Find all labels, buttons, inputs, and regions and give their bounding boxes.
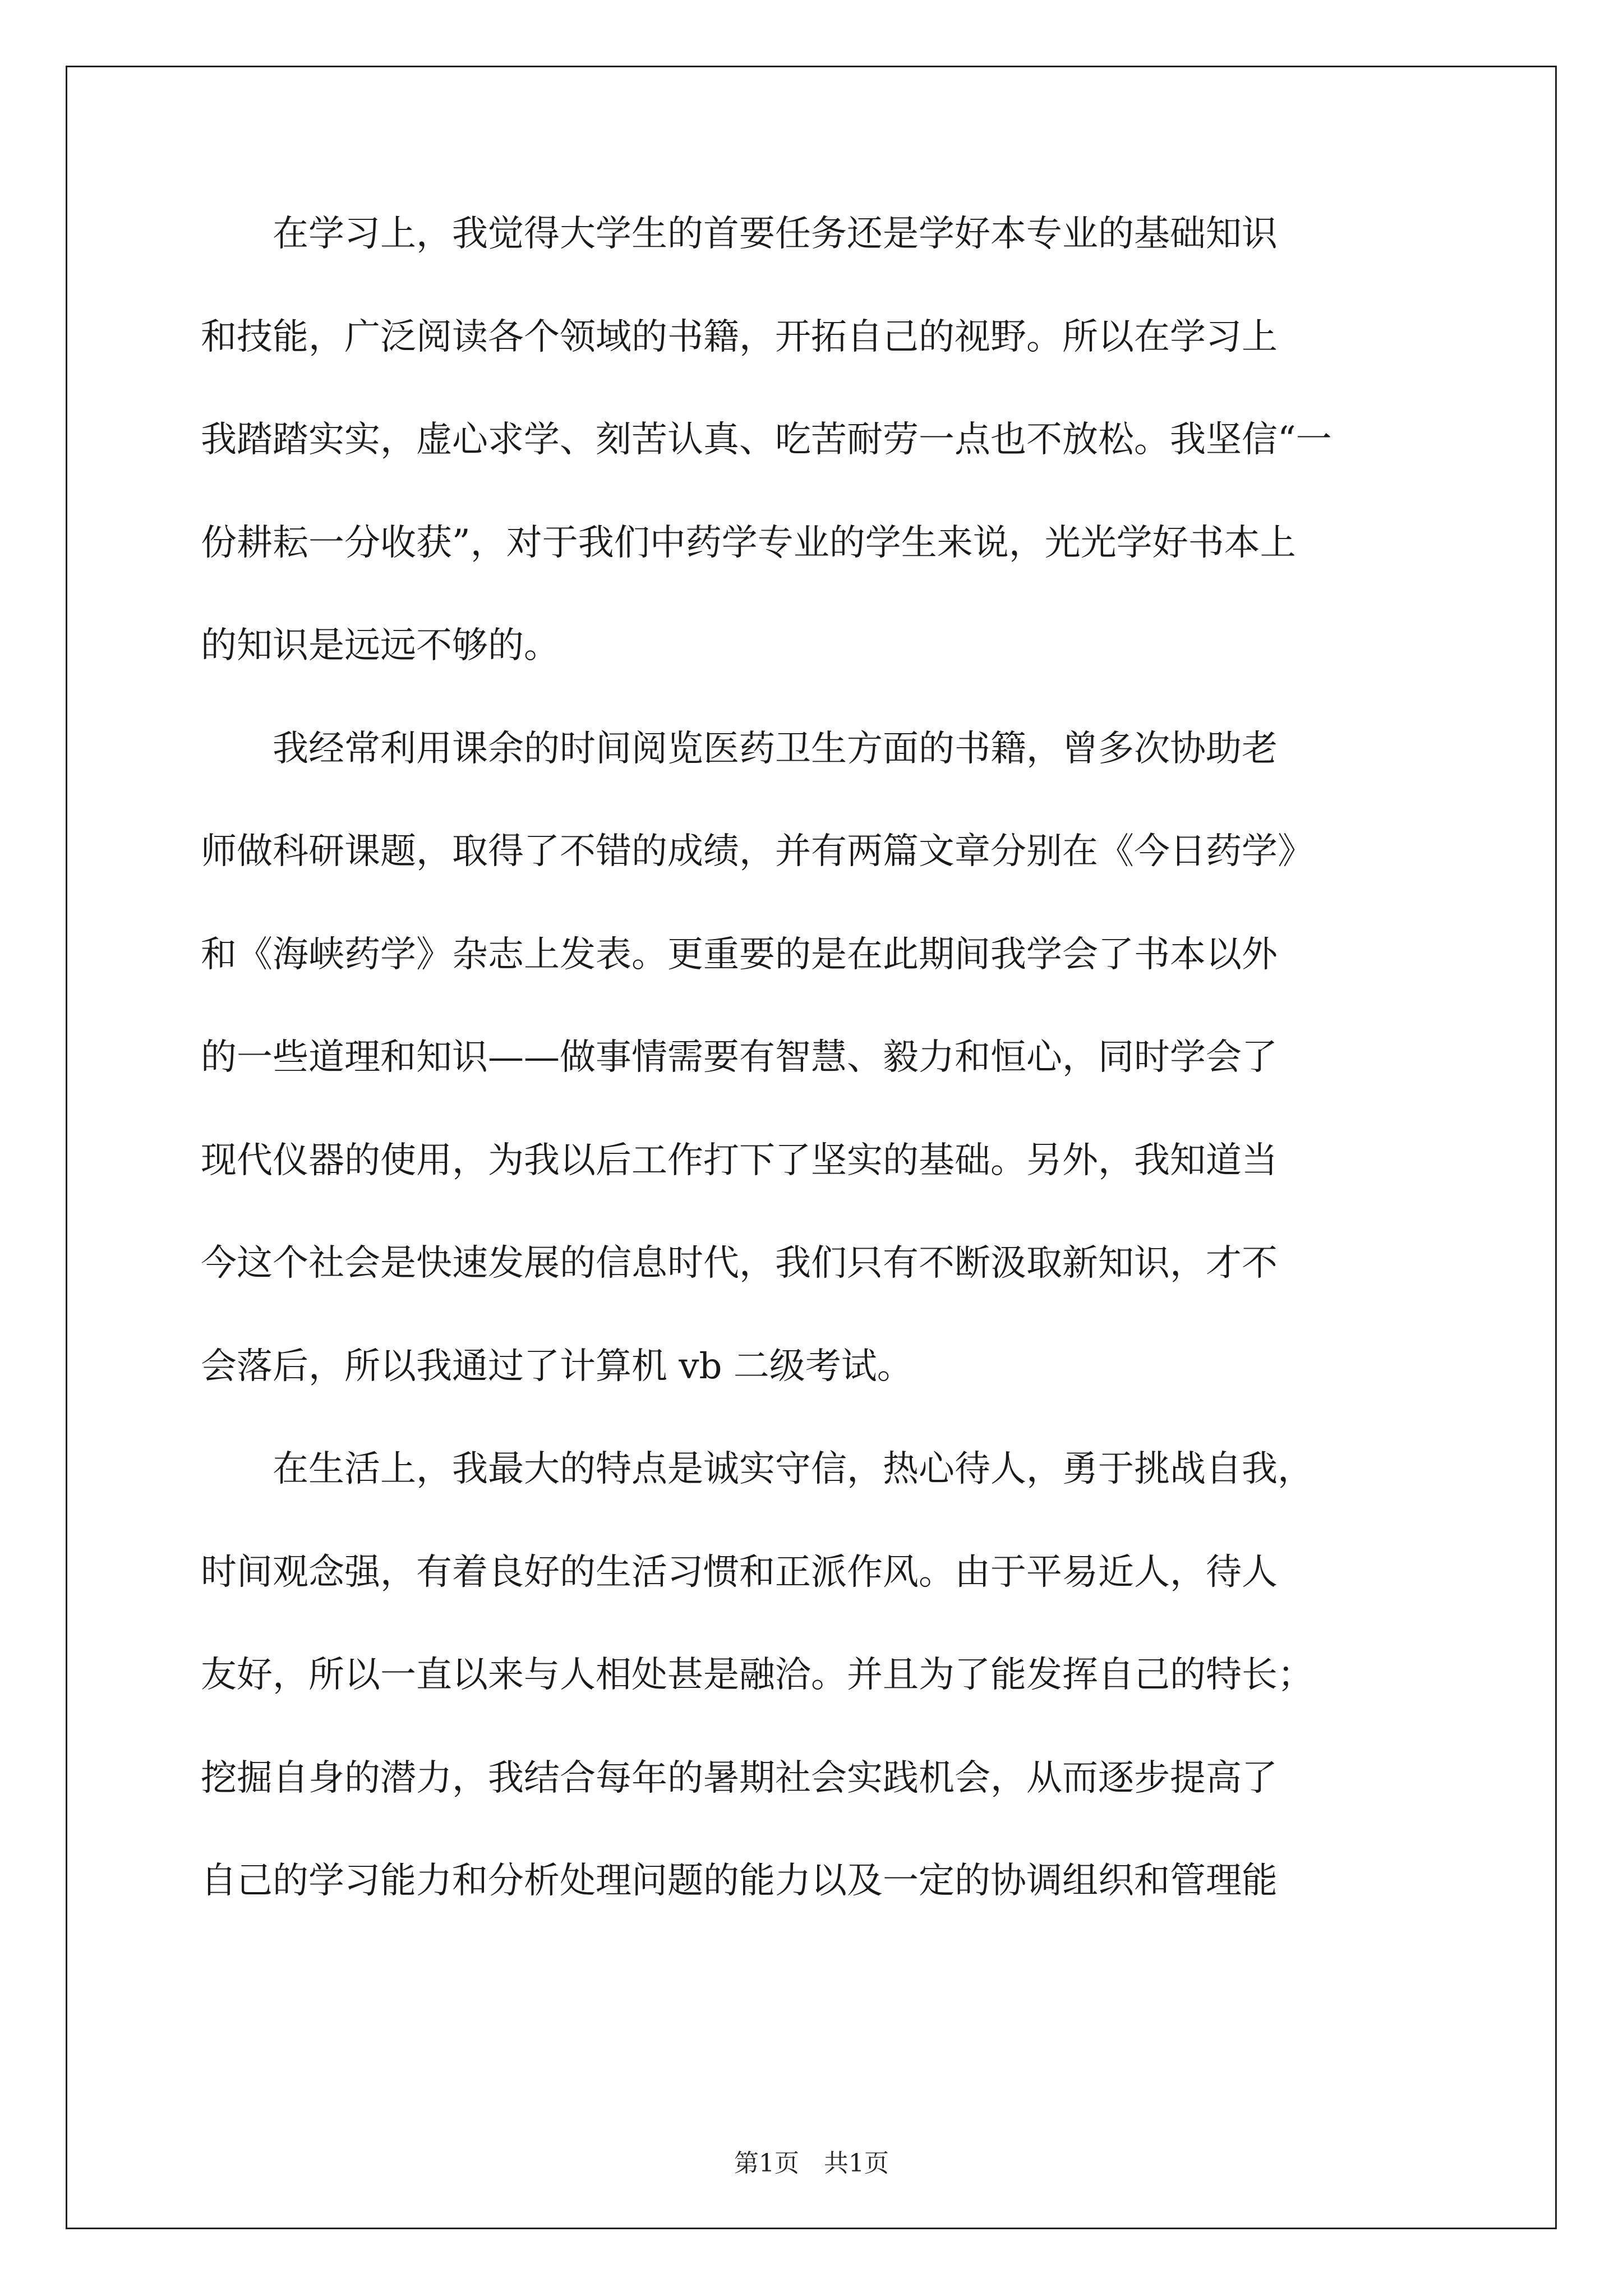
text-line: 在生活上，我最大的特点是诚实守信，热心待人，勇于挑战自我， xyxy=(201,1448,1313,1490)
paragraph-life xyxy=(201,1444,1451,1959)
text-line: 在学习上，我觉得大学生的首要任务还是学好本专业的基础知识 xyxy=(201,213,1278,255)
document-body xyxy=(201,209,1451,1959)
text-line: 师做科研课题，取得了不错的成绩，并有两篇文章分别在《今日药学》 xyxy=(201,831,1313,872)
text-line: 份耕耘一分收获”，对于我们中药学专业的学生来说，光光学好书本上 xyxy=(201,522,1296,564)
paragraph-research xyxy=(201,724,1451,1444)
text-line: 自己的学习能力和分析处理问题的能力以及一定的协调组织和管理能 xyxy=(201,1860,1278,1902)
text-line: 我踏踏实实，虚心求学、刻苦认真、吃苦耐劳一点也不放松。我坚信“一 xyxy=(201,419,1332,461)
text-line: 现代仪器的使用，为我以后工作打下了坚实的基础。另外，我知道当 xyxy=(201,1139,1278,1181)
text-line: 友好，所以一直以来与人相处甚是融洽。并且为了能发挥自己的特长； xyxy=(201,1654,1313,1696)
text-line: 的知识是远远不够的。 xyxy=(201,625,560,666)
text-line: 会落后，所以我通过了计算机 vb 二级考试。 xyxy=(201,1345,913,1387)
text-line: 的一些道理和知识——做事情需要有智慧、毅力和恒心，同时学会了 xyxy=(201,1037,1278,1078)
text-line: 今这个社会是快速发展的信息时代，我们只有不断汲取新知识，才不 xyxy=(201,1243,1278,1284)
text-line: 时间观念强，有着良好的生活习惯和正派作风。由于平易近人，待人 xyxy=(201,1551,1278,1593)
text-line: 挖掘自身的潜力，我结合每年的暑期社会实践机会，从而逐步提高了 xyxy=(201,1757,1278,1799)
page-number-footer: 第1页 共1页 xyxy=(734,2149,889,2178)
text-line: 和《海峡药学》杂志上发表。更重要的是在此期间我学会了书本以外 xyxy=(201,933,1278,976)
text-line: 和技能，广泛阅读各个领域的书籍，开拓自己的视野。所以在学习上 xyxy=(201,316,1278,358)
text-line: 我经常利用课余的时间阅览医药卫生方面的书籍，曾多次协助老 xyxy=(201,728,1278,770)
paragraph-study xyxy=(201,209,1451,724)
